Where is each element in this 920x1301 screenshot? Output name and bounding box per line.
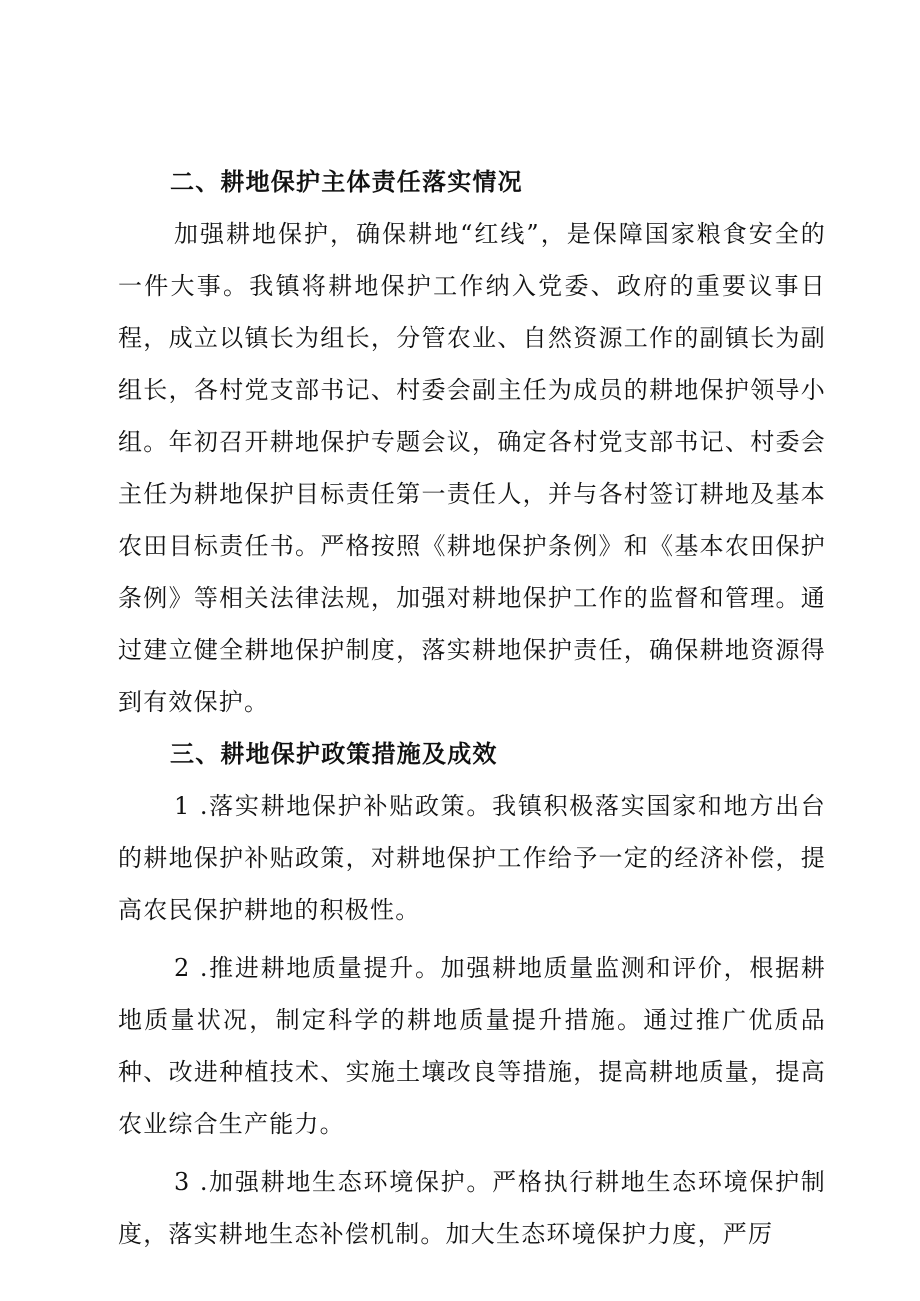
section-2-paragraph: 加强耕地保护，确保耕地“红线”，是保障国家粮食安全的一件大事。我镇将耕地保护工作纳入党委、政府的重要议事日程，成立以镇长为组长，分管农业、自然资源工作的副镇长为副组长，各村党支部书记、村委会副主任为成员的耕地保护领导小组。年初召开耕地保护专题会议，确定各村党支部书记、村委会主任为耕地保护目标责任第一责任人，并与各村签订耕地及基本农田目标责任书。严格按照《耕地保护条例》和《基本农田保护条例》等相关法律法规，加强对耕地保护工作的监督和管理。通过建立健全耕地保护制度，落实耕地保护责任，确保耕地资源得到有效保护。 <box>118 220 826 716</box>
section-3-heading: 三、耕地保护政策措施及成效 <box>170 740 498 768</box>
section-3-item-1: 1 .落实耕地保护补贴政策。我镇积极落实国家和地方出台的耕地保护补贴政策，对耕地保护工作给予一定的经济补偿，提高农民保护耕地的积极性。 <box>118 792 826 924</box>
section-2-heading: 二、耕地保护主体责任落实情况 <box>170 168 523 196</box>
section-3-item-2: 2 .推进耕地质量提升。加强耕地质量监测和评价，根据耕地质量状况，制定科学的耕地质量提升措施。通过推广优质品种、改进种植技术、实施土壤改良等措施，提高耕地质量，提高农业综合生产能力。 <box>118 954 826 1138</box>
document-body <box>118 156 826 1266</box>
section-3-item-3: 3 .加强耕地生态环境保护。严格执行耕地生态环境保护制度，落实耕地生态补偿机制。加大生态环境保护力度，严厉 <box>118 1168 826 1248</box>
